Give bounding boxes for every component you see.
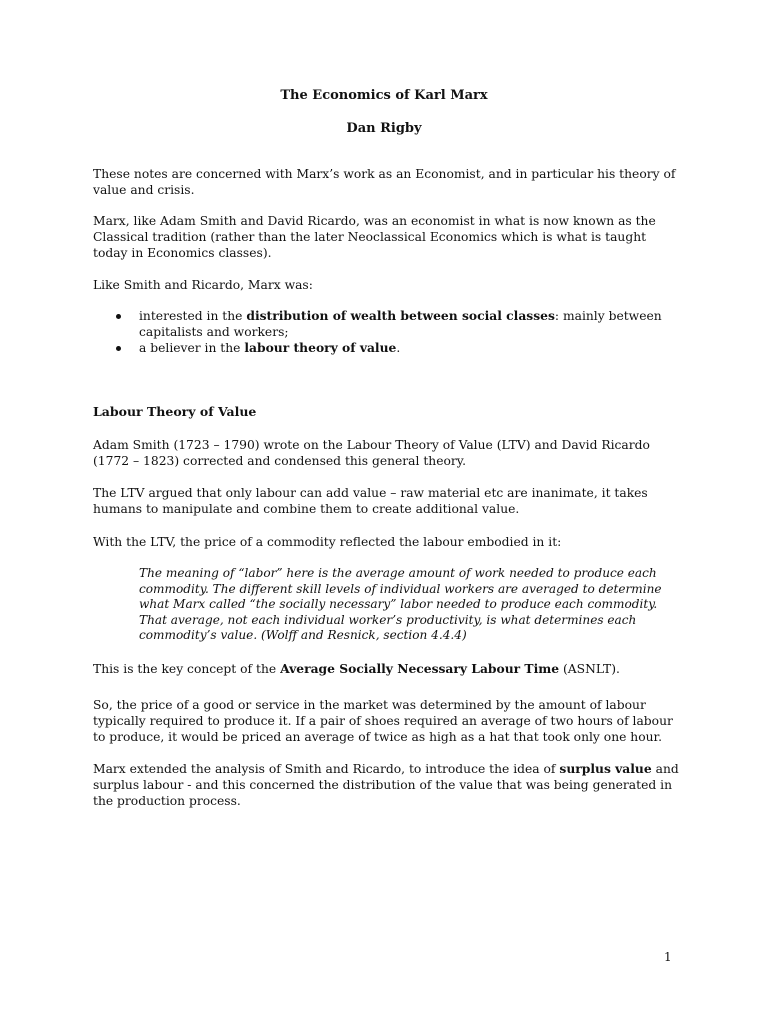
bullet-icon xyxy=(116,346,121,351)
ltv-paragraph-2: The LTV argued that only labour can add value – raw material etc are inanimate, it takes humans to manipulate and combine them to create additional value. xyxy=(93,486,648,516)
page-number: 1 xyxy=(664,950,672,964)
surplus-prefix: Marx extended the analysis of Smith and Ricardo, to introduce the idea of xyxy=(93,762,560,776)
block-quote: The meaning of “labor” here is the average amount of work needed to produce each commodity. The different skill levels of individual workers are averaged to determine what Marx called “the socially necessary” labor needed to produce each commodity. That average, not each individual worker’s productivity, is what determines each commodity’s value. (Wolff and Resnick, section 4.4.4) xyxy=(139,566,662,642)
bullet-list xyxy=(93,308,683,356)
bullet-suffix: : mainly between capitalists and workers; xyxy=(139,309,662,339)
bullet-suffix: . xyxy=(396,341,401,355)
ltv-paragraph-1: Adam Smith (1723 – 1790) wrote on the Labour Theory of Value (LTV) and David Ricardo (1772 – 1823) corrected and condensed this general theory. xyxy=(93,438,650,468)
bullet-item xyxy=(93,308,683,340)
key-concept-suffix: (ASNLT). xyxy=(559,662,620,676)
key-concept-paragraph xyxy=(93,661,683,677)
bullet-bold: distribution of wealth between social classes xyxy=(246,308,555,323)
bullet-prefix: a believer in the xyxy=(139,341,245,355)
price-paragraph: So, the price of a good or service in the market was determined by the amount of labour typically required to produce it. If a pair of shoes required an average of two hours of labour to produce, it would be priced an average of twice as high as a hat that took only one hour. xyxy=(93,698,673,744)
intro-paragraph-2: Marx, like Adam Smith and David Ricardo, was an economist in what is now known as the Classical tradition (rather than the later Neoclassical Economics which is what is taught today in Economics classes). xyxy=(93,214,656,260)
intro-paragraph-3: Like Smith and Ricardo, Marx was: xyxy=(93,278,313,292)
surplus-suffix: and surplus labour - and this concerned the distribution of the value that was being generated in the production process. xyxy=(93,762,679,808)
document-title: The Economics of Karl Marx xyxy=(280,88,488,103)
key-concept-prefix: This is the key concept of the xyxy=(93,662,281,676)
surplus-bold: surplus value xyxy=(559,761,652,776)
section-heading: Labour Theory of Value xyxy=(93,404,257,419)
ltv-paragraph-3: With the LTV, the price of a commodity reflected the labour embodied in it: xyxy=(93,535,562,549)
intro-paragraph-1: These notes are concerned with Marx’s work as an Economist, and in particular his theory of value and crisis. xyxy=(93,167,676,197)
document-author: Dan Rigby xyxy=(346,121,422,136)
bullet-bold: labour theory of value xyxy=(244,340,397,355)
key-concept-bold: Average Socially Necessary Labour Time xyxy=(280,661,560,676)
bullet-item xyxy=(93,340,683,356)
bullet-icon xyxy=(116,314,121,319)
bullet-prefix: interested in the xyxy=(139,309,247,323)
surplus-paragraph xyxy=(93,761,683,809)
